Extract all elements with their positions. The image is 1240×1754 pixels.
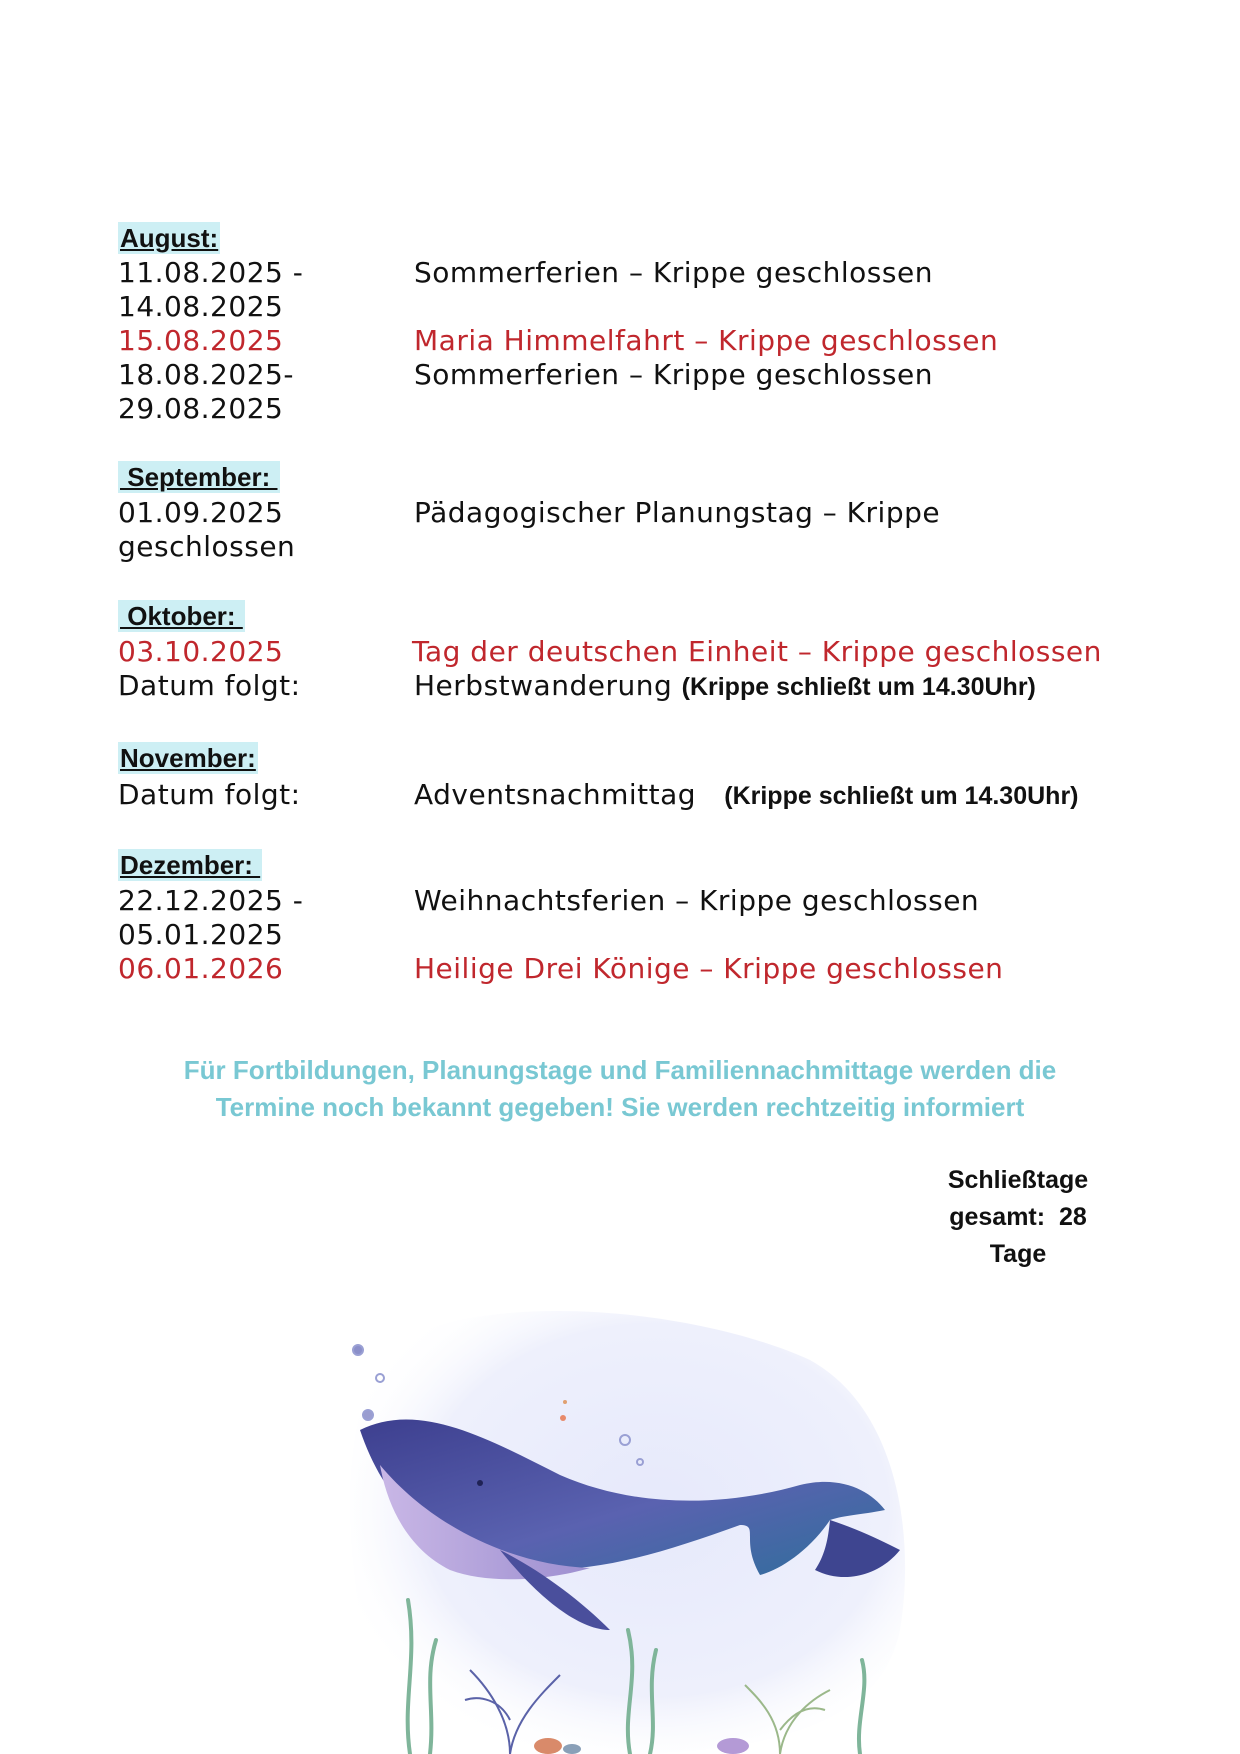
entry-description: Sommerferien – Krippe geschlossen xyxy=(414,358,933,391)
entry-date: Datum folgt: xyxy=(118,778,301,811)
entry-date: 18.08.2025- 29.08.2025 xyxy=(118,358,294,425)
entry-note: (Krippe schließt um 14.30Uhr) xyxy=(681,673,1036,701)
month-heading-september: September: xyxy=(120,462,278,492)
entry-description: Weihnachtsferien – Krippe geschlossen xyxy=(414,884,980,917)
total-line: Tage xyxy=(989,1240,1047,1268)
entry-date: 03.10.2025 xyxy=(118,635,284,668)
entry-date: 15.08.2025 xyxy=(118,324,284,357)
month-heading-august: August: xyxy=(120,223,219,253)
whale-watercolor-illustration xyxy=(340,1300,920,1754)
month-heading-dezember: Dezember: xyxy=(120,850,261,880)
entry-description: Pädagogischer Planungstag – Krippe xyxy=(414,496,941,529)
month-heading-oktober: Oktober: xyxy=(120,601,243,631)
month-heading-november: November: xyxy=(120,743,256,773)
entry-date: 01.09.2025 geschlossen xyxy=(118,496,296,563)
closing-days-total xyxy=(918,1162,1118,1273)
notice-line: Für Fortbildungen, Planungstage und Familiennachmittage werden die xyxy=(183,1055,1057,1085)
entry-date: 22.12.2025 - 05.01.2025 xyxy=(118,884,304,951)
entry-date: Datum folgt: xyxy=(118,669,301,702)
entry-description: Herbstwanderung (Krippe schließt um 14.30Uhr) xyxy=(414,669,1036,702)
entry-description: Heilige Drei Könige – Krippe geschlossen xyxy=(414,952,1004,985)
entry-description: Maria Himmelfahrt – Krippe geschlossen xyxy=(414,324,999,357)
entry-note: (Krippe schließt um 14.30Uhr) xyxy=(724,782,1079,810)
entry-description: Sommerferien – Krippe geschlossen xyxy=(414,256,933,289)
entry-date: 06.01.2026 xyxy=(118,952,284,985)
total-line: Schließtage xyxy=(947,1166,1089,1194)
total-line: gesamt: 28 xyxy=(949,1203,1087,1231)
entry-description: Adventsnachmittag (Krippe schließt um 14.30Uhr) xyxy=(414,778,1079,811)
entry-date: 11.08.2025 - 14.08.2025 xyxy=(118,256,304,323)
entry-description: Tag der deutschen Einheit – Krippe geschlossen xyxy=(412,635,1102,668)
notice-line: Termine noch bekannt gegeben! Sie werden rechtzeitig informiert xyxy=(215,1092,1025,1122)
notice-text xyxy=(120,1052,1120,1126)
